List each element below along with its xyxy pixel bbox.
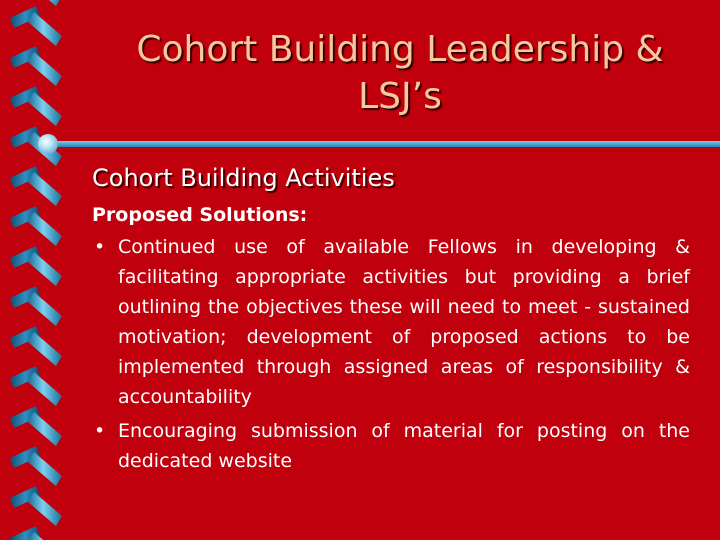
spiral-link-front <box>28 412 62 446</box>
title-divider-rule <box>44 141 720 147</box>
spiral-link-front <box>28 372 62 406</box>
section-heading: Cohort Building Activities <box>92 164 395 192</box>
bullet-text: Continued use of available Fellows in developing & facilitating appropriate activities but providing a brief outlining the objectives these will need to meet - sustained motivation; development of proposed actions to be implemented through assigned areas of responsibility & accountability <box>118 236 690 408</box>
spiral-link-front <box>28 492 62 526</box>
spiral-link-front <box>28 0 62 6</box>
bullet-text: Encouraging submission of material for posting on the dedicated website <box>118 420 690 472</box>
divider-knob-ornament <box>38 134 58 154</box>
spiral-link-front <box>28 52 62 86</box>
spiral-link-front <box>28 252 62 286</box>
spiral-link-front <box>28 452 62 486</box>
bullet-item <box>92 232 690 412</box>
spiral-link-front <box>28 12 62 46</box>
spiral-link-front <box>28 92 62 126</box>
spiral-link-front <box>28 212 62 246</box>
bullet-list <box>92 232 690 476</box>
spiral-link-front <box>28 332 62 366</box>
spiral-binding-decoration <box>0 0 82 540</box>
spiral-link-front <box>28 292 62 326</box>
bullet-icon: • <box>94 420 106 442</box>
bullet-icon: • <box>94 236 106 258</box>
subheading: Proposed Solutions: <box>92 204 308 226</box>
spiral-link-front <box>28 172 62 206</box>
slide-title: Cohort Building Leadership & LSJ’s <box>136 29 664 117</box>
bullet-item <box>92 416 690 476</box>
